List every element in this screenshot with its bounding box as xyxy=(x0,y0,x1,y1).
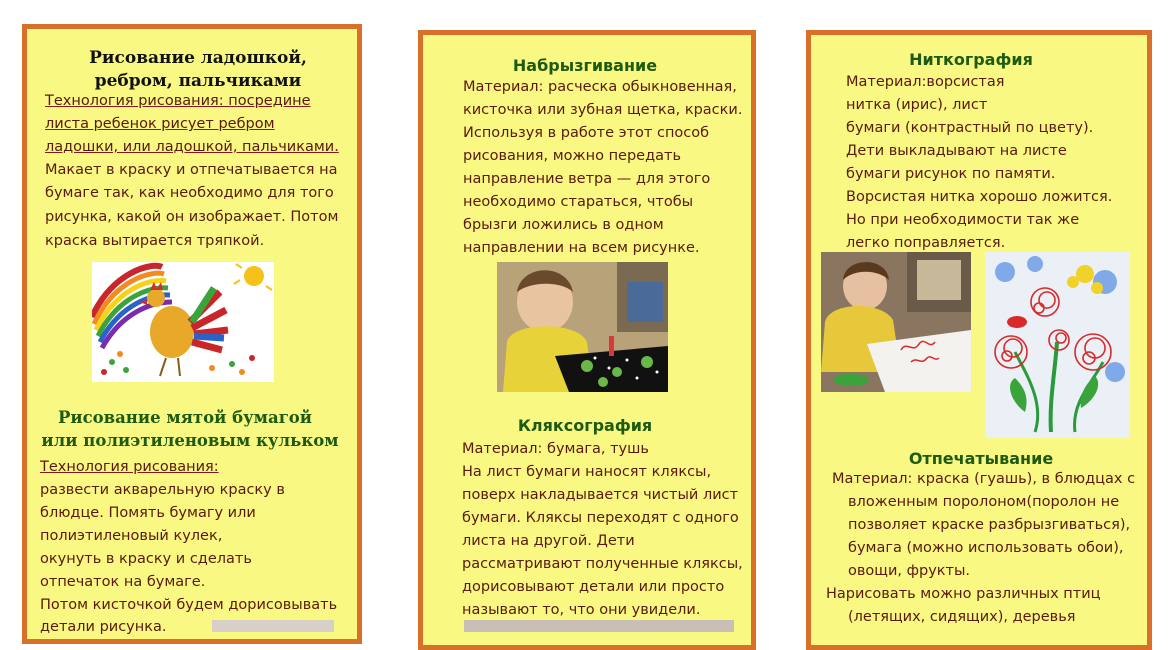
text-line: необходимо стараться, чтобы xyxy=(463,194,694,210)
crumpled-paper-image xyxy=(212,620,334,632)
heading-splatter: Набрызгивание xyxy=(512,56,658,75)
text-line: поверх накладывается чистый лист xyxy=(462,487,739,503)
text-line: дорисовывают детали или просто xyxy=(462,579,725,595)
text-line: брызги ложились в одном xyxy=(463,217,664,233)
text-line: бумаги рисунок по памяти. xyxy=(846,166,1056,182)
text-line: бумаги. Кляксы переходят с одного xyxy=(462,510,739,526)
text-line: рисунка, какой он изображает. Потом xyxy=(45,209,339,225)
text-line: Дети выкладывают на листе xyxy=(846,143,1067,159)
text-line: Материал: расческа обыкновенная, xyxy=(463,79,737,95)
text-line: Материал: краска (гуашь), в блюдцах с xyxy=(832,471,1136,487)
text-line: бумага (можно использовать обои), xyxy=(848,540,1124,556)
text-line: овощи, фрукты. xyxy=(848,563,971,579)
heading-crumpled-paper-line2: или полиэтиленовым кульком xyxy=(41,431,339,450)
heading-handprint-line1: Рисование ладошкой, xyxy=(89,48,307,68)
text-line: развести акварельную краску в xyxy=(40,482,285,498)
text-line: На лист бумаги наносят кляксы, xyxy=(462,464,712,480)
text-line: полиэтиленовый кулек, xyxy=(40,528,223,544)
text-line: Макает в краску и отпечатывается на xyxy=(45,162,338,178)
text-line: позволяет краске разбрызгиваться), xyxy=(848,517,1131,533)
heading-threadography: Ниткография xyxy=(909,50,1033,69)
heading-printing: Отпечатывание xyxy=(908,449,1054,468)
text-line: называют то, что они увидели. xyxy=(462,602,701,618)
text-line: окунуть в краску и сделать xyxy=(40,551,252,567)
text-line: ладошки, или ладошкой, пальчиками. xyxy=(45,139,339,155)
text-line: детали рисунка. xyxy=(40,619,167,635)
text-line: бумаги (контрастный по цвету). xyxy=(846,120,1094,136)
text-line: Ворсистая нитка хорошо ложится. xyxy=(846,189,1113,205)
tech-label: Технология рисования: xyxy=(40,459,219,475)
blot-images-strip xyxy=(464,620,734,632)
text-line: кисточка или зубная щетка, краски. xyxy=(463,102,743,118)
text-line: Нарисовать можно различных птиц xyxy=(826,586,1101,602)
text-line: направление ветра — для этого xyxy=(463,171,711,187)
text-line: вложенным поролоном(поролон не xyxy=(848,494,1120,510)
text-line: Технология рисования: посредине xyxy=(45,93,311,109)
text-line: листа на другой. Дети xyxy=(462,533,635,549)
text-line: направлении на всем рисунке. xyxy=(463,240,700,256)
heading-handprint-line2: ребром, пальчиками xyxy=(94,71,302,91)
text-line: легко поправляется. xyxy=(846,235,1006,251)
child-thread-photo xyxy=(821,252,971,392)
handprint-rooster-image xyxy=(92,262,274,382)
thread-flowers-artwork xyxy=(985,252,1130,438)
text-line: Материал: бумага, тушь xyxy=(462,441,649,457)
text-line: блюдце. Помять бумагу или xyxy=(40,505,256,521)
text-line: Но при необходимости так же xyxy=(846,212,1080,228)
heading-blotography: Кляксография xyxy=(517,416,653,435)
text-line: (летящих, сидящих), деревья xyxy=(848,609,1076,625)
text-line: Используя в работе этот способ xyxy=(463,125,710,141)
heading-crumpled-paper-line1: Рисование мятой бумагой xyxy=(57,408,313,427)
text-line: листа ребенок рисует ребром xyxy=(45,116,275,132)
text-line: рисования, можно передать xyxy=(463,148,682,164)
text-line: бумаге так, как необходимо для того xyxy=(45,185,334,201)
text-line: краска вытирается тряпкой. xyxy=(45,233,265,249)
text-line: Потом кисточкой будем дорисовывать xyxy=(40,597,338,613)
text-line: рассматривают полученные кляксы, xyxy=(462,556,743,572)
text-line: нитка (ирис), лист xyxy=(846,97,988,113)
text-line: отпечаток на бумаге. xyxy=(40,574,206,590)
text-line: Материал:ворсистая xyxy=(846,74,1005,90)
child-splatter-photo xyxy=(497,262,668,392)
